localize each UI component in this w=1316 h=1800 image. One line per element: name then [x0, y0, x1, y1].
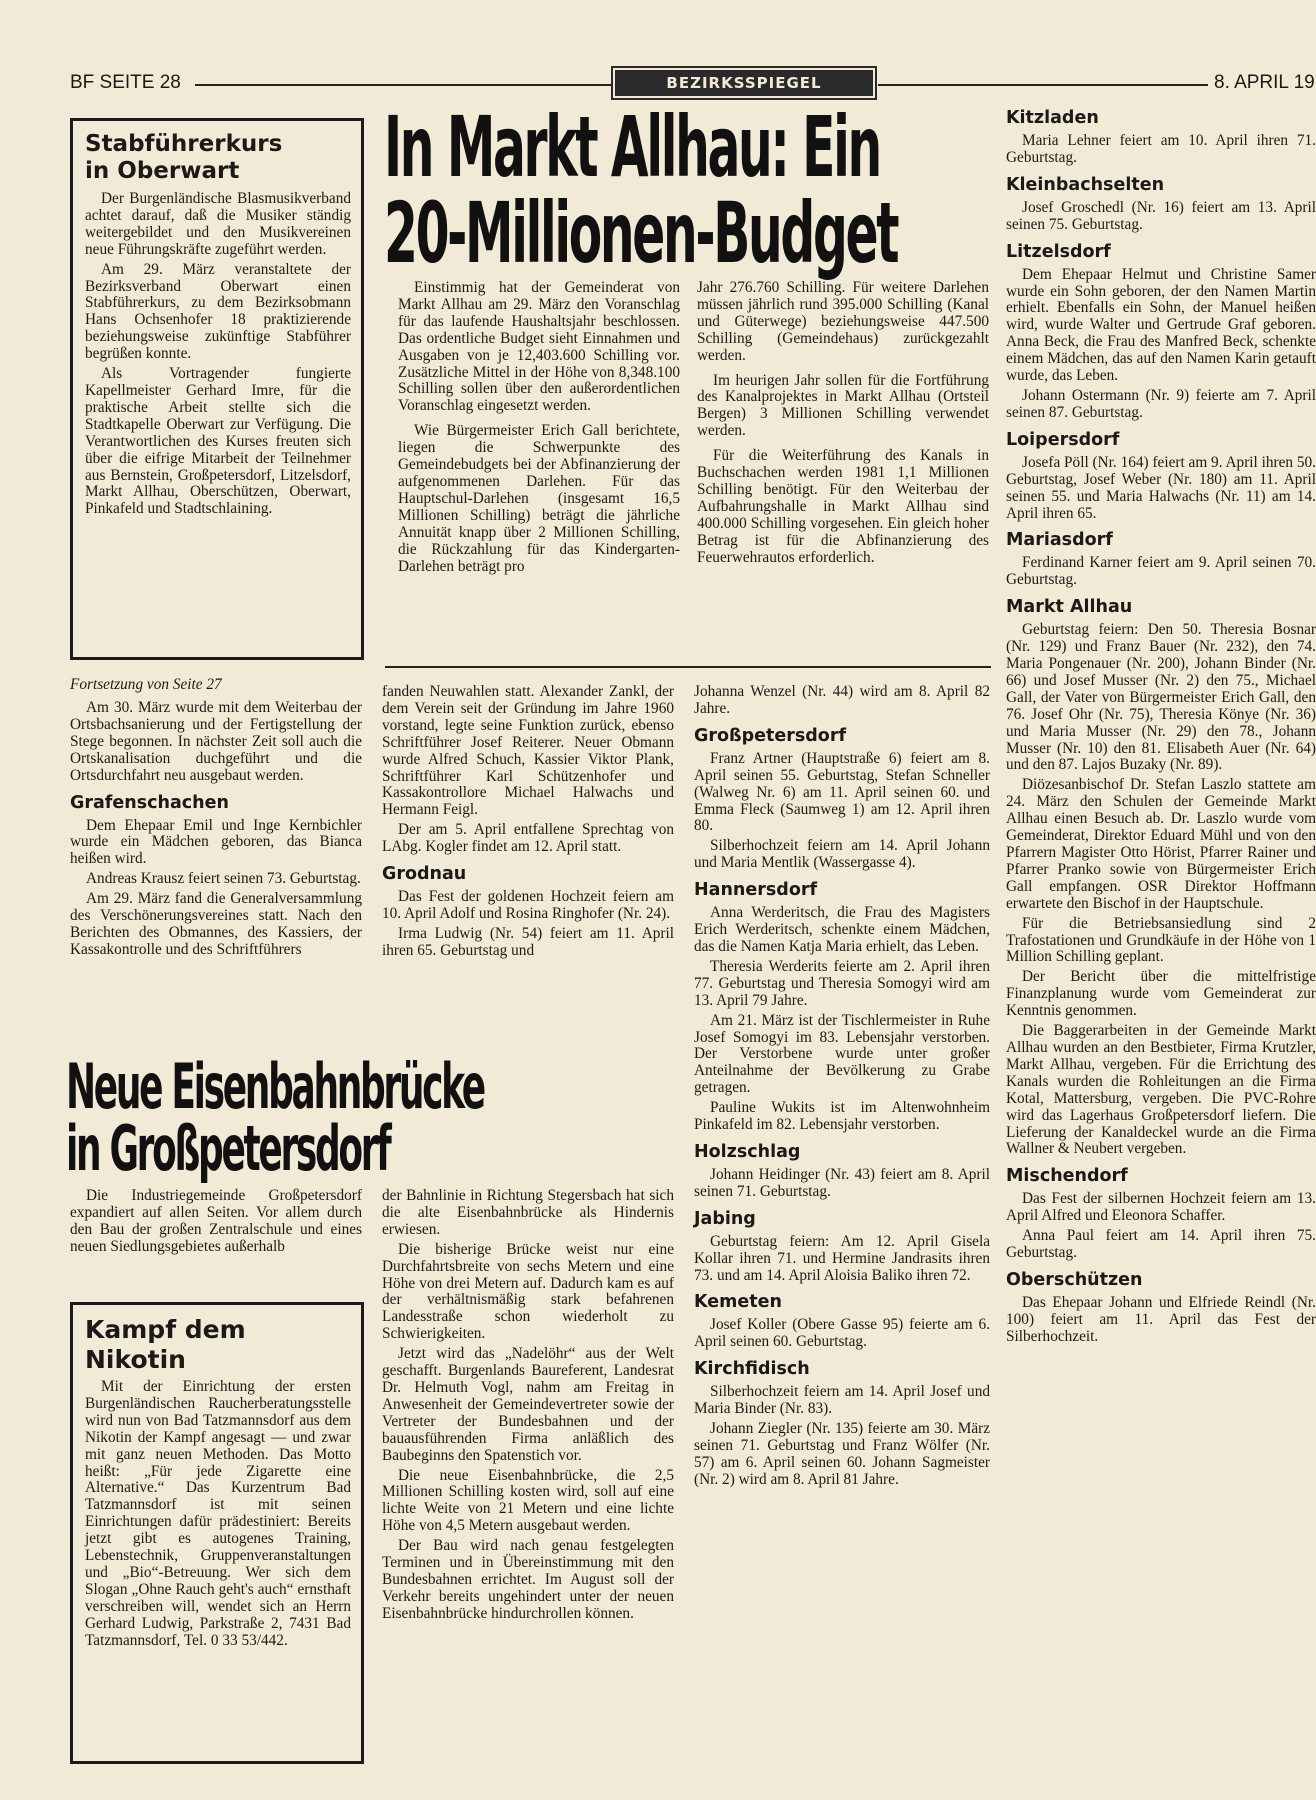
heading-grafenschachen: Grafenschachen [70, 792, 229, 813]
heading-loipersdorf: Loipersdorf [1006, 429, 1120, 450]
budget-headline: In Markt Allhau: Ein 20-Millionen-Budget [384, 98, 898, 282]
bruecke-headline: Neue Eisenbahnbrücke in Großpetersdorf [66, 1050, 484, 1185]
heading-kirchfidisch: Kirchfidisch [694, 1359, 810, 1380]
header-rule-right [878, 84, 1208, 86]
heading-kitzladen: Kitzladen [1006, 108, 1099, 128]
heading-oberschuetzen: Oberschützen [1006, 1269, 1143, 1290]
section-label-text: BEZIRKSSPIEGEL [666, 74, 822, 92]
stabfuehrerkurs-title: Stabführerkurs in Oberwart [85, 131, 283, 184]
heading-hannersdorf: Hannersdorf [694, 880, 818, 901]
heading-mariasdorf: Mariasdorf [1006, 530, 1113, 551]
nikotin-title: Kampf dem Nikotin [85, 1315, 246, 1374]
heading-grosspetersdorf: Großpetersdorf [694, 725, 847, 746]
budget-column-1: Einstimmig hat der Gemeinderat von Markt Allhau am 29. März den Voranschlag für das laufende Haushaltsjahr beschlossen. Das ordentliche Budget sieht Einnahmen und Ausgaben von je 12,403.600 Schilling vor. Zusätzliche Mittel in der Höhe von 8,348.100 Schilling sollen über den außerordentlichen Voranschlag eingesetzt werden. Wie Bürgermeister Erich Gall berichtete, liegen die Schwerpunkte des Gemeindebudgets bei der Abfinanzierung der aufgenommenen Darlehen. Für das Hauptschul-Darlehen (insgesamt 16,5 Millionen Schilling) beträgt die jährliche Annuität knapp über 2 Millionen Schilling, die Rückzahlung für das Kindergarten-Darlehen beträgt pro [398, 279, 680, 575]
heading-mischendorf: Mischendorf [1006, 1166, 1128, 1187]
bruecke-column-1: Die Industriegemeinde Großpetersdorf expandiert auf allen Seiten. Vor allem durch den Bau der großen Zentralschule und eines neuen Siedlungsgebietes außerhalb [70, 1187, 362, 1255]
heading-grodnau: Grodnau [382, 864, 467, 885]
issue-date: 8. APRIL 19 [1214, 72, 1315, 93]
heading-litzelsdorf: Litzelsdorf [1006, 241, 1111, 262]
heading-kemeten: Kemeten [694, 1292, 782, 1313]
page-number: BF SEITE 28 [70, 72, 181, 93]
stabfuehrerkurs-p2: Am 29. März veranstaltete der Bezirksverband Oberwart einen Stabführerkurs, zu dem Bezirksobmann Hans Ochsenhofer 18 praktizierende beziehungsweise zukünftige Stabführer begrüßen konnte. [85, 260, 351, 363]
heading-kleinbachselten: Kleinbachselten [1006, 174, 1165, 195]
budget-column-2: Jahr 276.760 Schilling. Für weitere Darlehen müssen jährlich rund 395.000 Schilling (Kanal und Güterwege) beziehungsweise 447.500 Schilling (Gemeindehaus) zurückgezahlt werden. Im heurigen Jahr sollen für die Fortführung des Kanalprojektes in Markt Allhau (Ortsteil Bergen) 3 Millionen Schilling verwendet werden. Für die Weiterführung des Kanals in Buchschachen werden 1981 1,1 Millionen Schilling benötigt. Für den Weiterbau der Aufbahrungshalle in Markt Allhau sind 400.000 Schilling vorgesehen. Ein gleich hoher Betrag ist für die Abfinanzierung des Feuerwehrautos erforderlich. [697, 279, 989, 566]
page-header [70, 70, 1315, 100]
lower-left-column: Fortsetzung von Seite 27 Am 30. März wurde mit dem Weiterbau der Ortsbachsanierung und der Fertigstellung der Stege begonnen. In nächster Zeit soll auch die Ortskanalisation duchgeführt und die Ortsdurchfahrt neu ausgebaut werden. Grafenschachen Dem Ehepaar Emil und Inge Kernbichler wurde ein Mädchen geboren, das Bianca heißen wird. Andreas Krausz feiert seinen 73. Geburtstag. Am 29. März fand die Generalversammlung des Verschönerungsvereines statt. Nach den Berichten des Obmannes, des Kassiers, der Kassakontrolle und des Schriftführers [70, 676, 362, 958]
lower-mid-column: fanden Neuwahlen statt. Alexander Zankl, der dem Verein seit der Gründung im Jahre 1960 vorstand, legte seine Funktion zurück, ebenso Schriftführer Josef Reiterer. Neuer Obmann wurde Alfred Schuch, Kassier Viktor Plank, Schriftführer Karl Schützenhofer und Kassakontrollore Michael Halwachs und Hermann Feigl. Der am 5. April entfallene Sprechtag von LAbg. Kogler findet am 12. April statt. Grodnau Das Fest der goldenen Hochzeit feiern am 10. April Adolf und Rosina Ringhofer (Nr. 24). Irma Ludwig (Nr. 54) feiert am 11. April ihren 65. Geburtstag und [382, 683, 674, 959]
local-news-column-4: Kitzladen Maria Lehner feiert am 10. April ihren 71. Geburtstag. Kleinbachselten Josef Groschedl (Nr. 16) feiert am 13. April seinen 75. Geburtstag. Litzelsdorf Dem Ehepaar Helmut und Christine Samer wurde ein Sohn geboren, der den Namen Martin erhielt. Ebenfalls ein Sohn, der Manuel heißen wird, wurde Walter und Gertrude Graf geboren. Anna Beck, die Frau des Manfred Beck, schenkte einem Mädchen, das auf den Namen Karin getauft wurde, das Leben. Johann Ostermann (Nr. 9) feierte am 7. April seinen 87. Geburtstag. Loipersdorf Josefa Pöll (Nr. 164) feiert am 9. April ihren 50. Geburtstag, Josef Weber (Nr. 180) am 11. April seinen 55. und Maria Halwachs (Nr. 11) am 14. April ihren 65. Mariasdorf Ferdinand Karner feiert am 9. April seinen 70. Geburtstag. Markt Allhau Geburtstag feiern: Den 50. Theresia Bosnar (Nr. 129) und Franz Bauer (Nr. 232), den 74. Maria Pongenauer (Nr. 200), Johann Binder (Nr. 66) und Josef Musser (Nr. 2) den 75., Michael Gall, der Vater von Bürgermeister Erich Gall, den 76. Josef Ohr (Nr. 75), Theresia Könye (Nr. 36) und Maria Musser (Nr. 29) den 78., Johann Musser (Nr. 10) den 81. Elisabeth Auer (Nr. 64) und den 87. Lajos Buzaky (Nr. 89). Diözesanbischof Dr. Stefan Laszlo stattete am 24. März den Schulen der Gemeinde Markt Allhau einen Besuch ab. Dr. Laszlo wurde vom Gemeinderat, Direktor Eduard Mühl und von den Pfarrern Magister Otto Hörist, Pfarrer Rainer und Pfarrer Pranko sowie von Bürgermeister Erich Gall empfangen. OSR Direktor Hoffmann erwartete den Bischof in der Hauptschule. Für die Betriebsansiedlung sind 2 Trafostationen und Grundkäufe in der Höhe von 1 Million Schilling geplant. Der Bericht über die mittelfristige Finanzplanung wurde vom Gemeinderat zur Kenntnis genommen. Die Baggerarbeiten in der Gemeinde Markt Allhau wurden an den Bestbieter, Firma Krutzler, Markt Allhau, vergeben. Für die Errichtung des Kanals wurden die Rohleitungen an die Firma Kotal, Mattersburg, vergeben. Die PVC-Rohre wird das Lagerhaus Großpetersdorf liefern. Die Lieferung der Kanaldeckel wurde an die Firma Wallner & Neubert vergeben. Mischendorf Das Fest der silbernen Hochzeit feiern am 13. April Alfred und Eleonora Schaffer. Anna Paul feiert am 14. April ihren 75. Geburtstag. Oberschützen Das Ehepaar Johann und Elfriede Reindl (Nr. 100) feiert am 11. April das Fest der Silberhochzeit. [1006, 108, 1316, 1345]
heading-markt-allhau: Markt Allhau [1006, 597, 1133, 618]
stabfuehrerkurs-p3: Als Vortragender fungierte Kapellmeister Gerhard Imre, für die praktische Arbeit stellte sich die Stadtkapelle Oberwart zur Verfügung. Die Verantwortlichen des Kurses freuten sich über die eifrige Mitarbeit der Teilnehmer aus Bernstein, Großpetersdorf, Litzelsdorf, Markt Allhau, Oberschützen, Oberwart, Pinkafeld und Stadtschlaining. [85, 365, 351, 518]
stabfuehrerkurs-p1: Der Burgenländische Blasmusikverband achtet darauf, daß die Musiker ständig weitergebildet und den Musikvereinen neue Führungskräfte zugeführt werden. [85, 190, 351, 258]
section-divider [385, 666, 991, 668]
stabfuehrerkurs-box [70, 118, 364, 660]
heading-jabing: Jabing [694, 1208, 756, 1229]
local-news-column-3: Johanna Wenzel (Nr. 44) wird am 8. April 82 Jahre. Großpetersdorf Franz Artner (Hauptstraße 6) feiert am 8. April seinen 55. Geburtstag, Stefan Schneller (Walweg Nr. 6) am 11. April seinen 60. und Emma Fleck (Saumweg 1) am 12. April ihren 80. Silberhochzeit feiern am 14. April Johann und Maria Mentlik (Wassergasse 4). Hannersdorf Anna Werderitsch, die Frau des Magisters Erich Werderitsch, schenkte einem Mädchen, das die Namen Katja Maria erhielt, das Leben. Theresia Werderits feierte am 2. April ihren 77. Geburtstag und Theresia Somogyi wird am 13. April 79 Jahre. Am 21. März ist der Tischlermeister in Ruhe Josef Somogyi im 83. Lebensjahr verstorben. Der Verstorbene wurde unter großer Anteilnahme der Bevölkerung zu Grabe getragen. Pauline Wukits ist im Altenwohnheim Pinkafeld im 82. Lebensjahr verstorben. Holzschlag Johann Heidinger (Nr. 43) feiert am 8. April seinen 71. Geburtstag. Jabing Geburtstag feiern: Am 12. April Gisela Kollar ihren 71. und Hermine Jandrasits ihren 73. und am 14. April Aloisia Baliko ihren 72. Kemeten Josef Koller (Obere Gasse 95) feierte am 6. April seinen 60. Geburtstag. Kirchfidisch Silberhochzeit feiern am 14. April Josef und Maria Binder (Nr. 83). Johann Ziegler (Nr. 135) feierte am 30. März seinen 71. Geburtstag und Franz Wölfer (Nr. 57) am 6. April seinen 60. Johann Sagmeister (Nr. 2) wird am 8. April 81 Jahre. [694, 683, 990, 1488]
bruecke-column-2: der Bahnlinie in Richtung Stegersbach hat sich die alte Eisenbahnbrücke als Hindernis erwiesen. Die bisherige Brücke weist nur eine Durchfahrtsbreite von sechs Metern und eine Höhe von drei Metern auf. Dadurch kam es auf der verhältnismäßig stark befahrenen Landesstraße schon wiederholt zu Schwierigkeiten. Jetzt wird das „Nadelöhr“ aus der Welt geschafft. Burgenlands Baureferent, Landesrat Dr. Helmuth Vogl, nahm am Freitag in Anwesenheit der Gemeindevertreter sowie der Vertreter der Bundesbahnen und der bauausführenden Firma anläßlich des Baubeginns den Spatenstich vor. Die neue Eisenbahnbrücke, die 2,5 Millionen Schilling kosten wird, soll auf eine lichte Weite von 21 Metern und eine lichte Höhe von 4,5 Metern ausgebaut werden. Der Bau wird nach genau festgelegten Terminen und in Übereinstimmung mit den Bundesbahnen errichtet. Im August soll der Verkehr bereits ungehindert unter der neuen Eisenbahnbrücke hindurchrollen können. [382, 1187, 674, 1622]
section-label [615, 70, 873, 96]
heading-holzschlag: Holzschlag [694, 1141, 801, 1162]
header-rule-left [195, 84, 615, 86]
continued-from: Fortsetzung von Seite 27 [70, 676, 222, 693]
nikotin-box: Kampf dem Nikotin Mit der Einrichtung der ersten Burgenländischen Raucherberatungsstelle wird nun von Bad Tatzmannsdorf aus dem Nikotin der Kampf angesagt — und zwar mit ganz neuen Methoden. Das Motto heißt: „Für jede Zigarette eine Alternative.“ Das Kurzentrum Bad Tatzmannsdorf ist mit seinen Einrichtungen dafür prädestiniert: Bereits jetzt gibt es autogenes Training, Lebenstechnik, Gruppenveranstaltungen und „Bio“-Betreuung. Wer sich dem Slogan „Ohne Rauch geht's auch“ ernsthaft verschreiben will, wendet sich an Herrn Gerhard Ludwig, Parkstraße 2, 7431 Bad Tatzmannsdorf, Tel. 0 33 53/442. [70, 1302, 364, 1764]
